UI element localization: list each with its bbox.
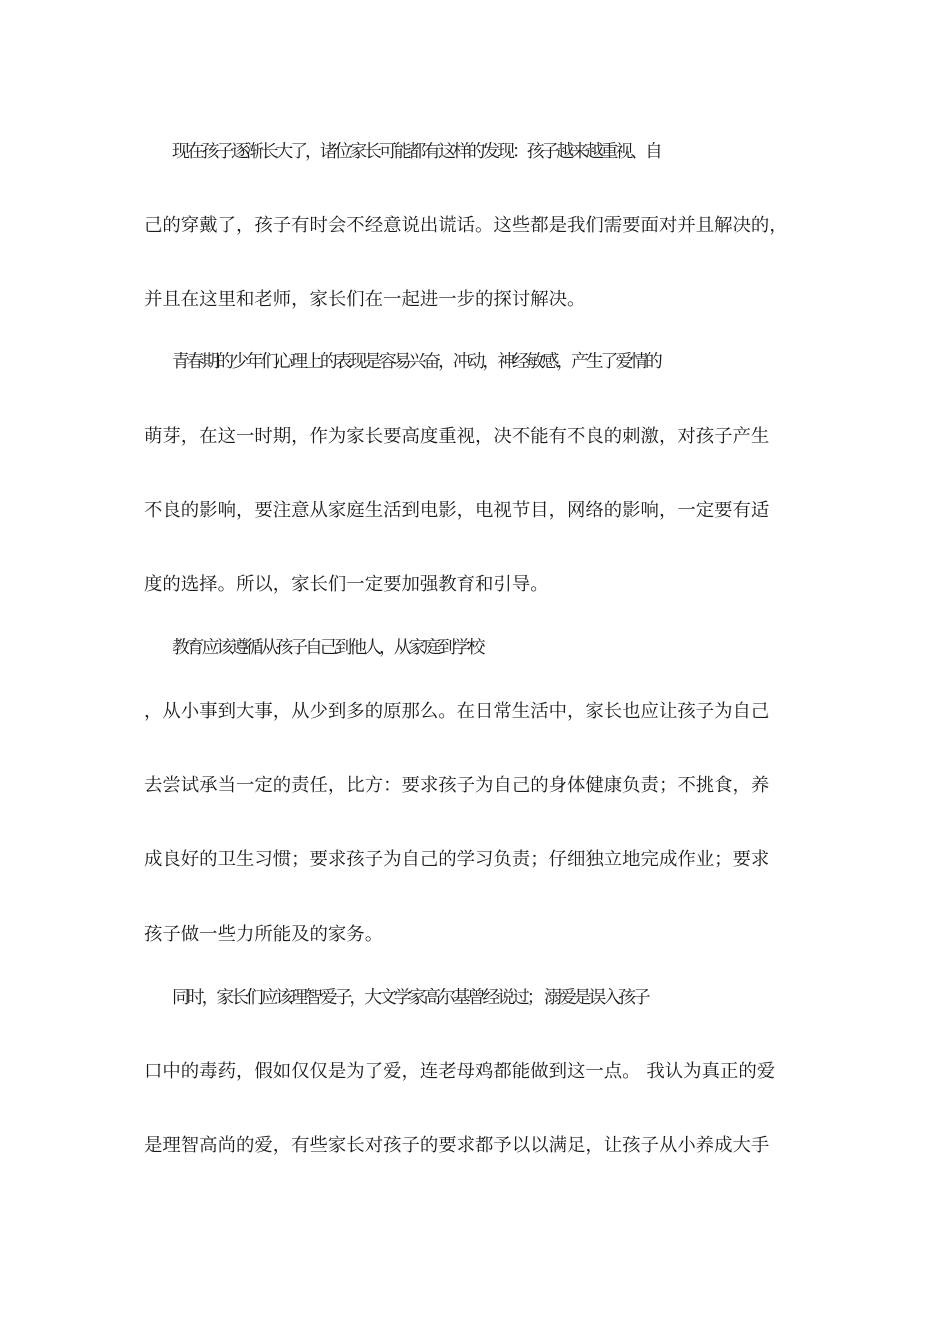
paragraph-3-line-2: ，从小事到大事，从少到多的原那么。在日常生活中，家长也应让孩子为自己 — [144, 701, 770, 722]
paragraph-3-line-1: 教育应该遵循从孩子自己到他人，从家庭到学校 — [172, 637, 483, 658]
paragraph-3-line-3: 去尝试承当一定的责任，比方：要求孩子为自己的身体健康负责；不挑食，养 — [144, 775, 770, 796]
paragraph-4-line-3: 是理智高尚的爱，有些家长对孩子的要求都予以以满足，让孩子从小养成大手 — [144, 1135, 770, 1156]
paragraph-2-line-3: 不良的影响，要注意从家庭生活到电影，电视节目，网络的影响，一定要有适 — [144, 500, 770, 521]
paragraph-2-line-4: 度的选择。所以，家长们一定要加强教育和引导。 — [144, 574, 549, 595]
paragraph-1-line-1: 现在孩子逐渐长大了，诸位家长可能都有这样的发现：孩子越来越重视、自 — [172, 141, 660, 162]
paragraph-2-line-1: 青春期的少年们心理上的表现是容易兴奋，冲动，神经敏感，产生了爱情的 — [172, 351, 660, 372]
paragraph-4-line-2: 口中的毒药，假如仅仅是为了爱，连老母鸡都能做到这一点。 我认为真正的爱 — [144, 1061, 776, 1082]
paragraph-2-line-2: 萌芽，在这一时期，作为家长要高度重视，决不能有不良的刺激，对孩子产生 — [144, 426, 770, 447]
paragraph-1-line-3: 并且在这里和老师，家长们在一起进一步的探讨解决。 — [144, 289, 586, 310]
paragraph-3-line-5: 孩子做一些力所能及的家务。 — [144, 924, 384, 945]
paragraph-1-line-2: 己的穿戴了，孩子有时会不经意说出谎话。这些都是我们需要面对并且解决的， — [144, 215, 788, 236]
paragraph-4-line-1: 同时，家长们应该理智爱子，大文学家高尔基曾经说过； 溺爱是误入孩子 — [172, 987, 648, 1008]
paragraph-3-line-4: 成良好的卫生习惯；要求孩子为自己的学习负责；仔细独立地完成作业；要求 — [144, 849, 770, 870]
